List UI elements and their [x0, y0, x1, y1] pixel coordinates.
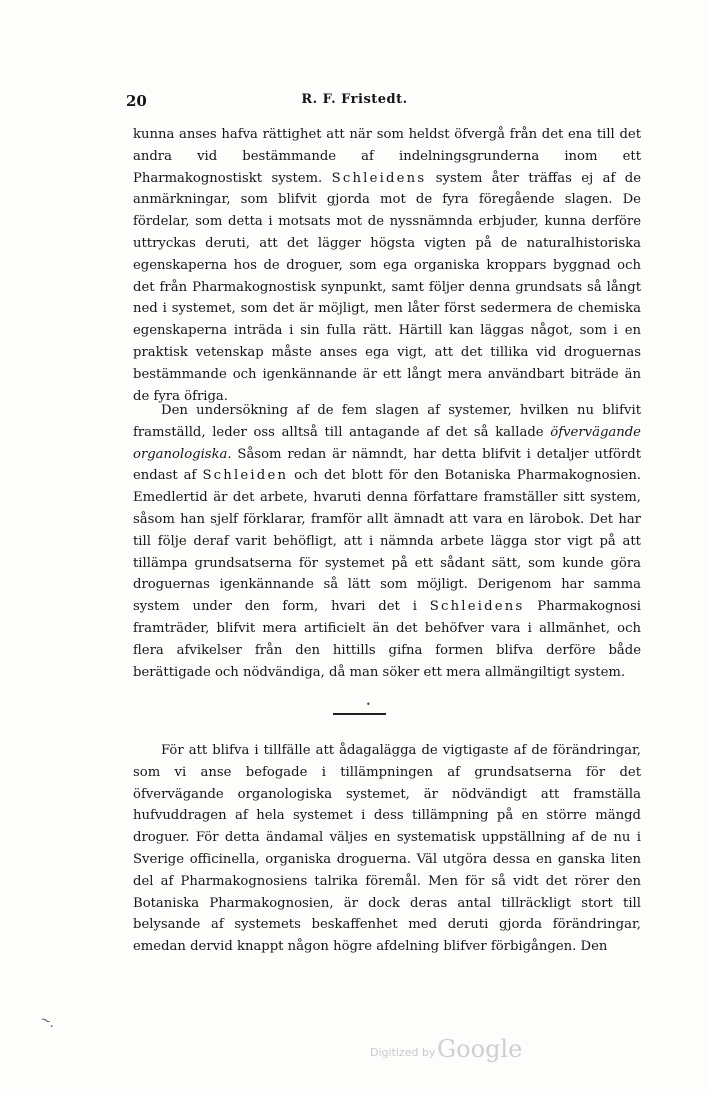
- paragraph-2-text-c: och det blott för den Botaniska Pharmakognosien. Emedlertid är det arbete, hvaruti denna författare framställer sitt system, såsom han sjelf förklarar, framför allt ämnadt att vara en lärobok. Det har till följe deraf varit behöfligt, att i nämnda arbete lägga stor vigt på att tillämpa grundsatserna för systemet på ett sådant sätt, som kunde göra droguernas igenkännande så lätt som möjligt. Derigenom har samma system under den form, hvari det i: [133, 468, 642, 615]
- google-watermark: Google: [437, 1035, 523, 1063]
- author-name-schleiden: Schleiden: [202, 468, 289, 484]
- paragraph-2: [133, 400, 641, 683]
- paragraph-2-text-a: Den undersökning af de fem slagen af systemer, hvilken nu blifvit framställd, leder oss alltså till antagande af det så kallade: [133, 403, 641, 440]
- author-name-schleidens: Schleidens: [331, 170, 427, 186]
- italic-term: öfvervägande organologiska: [133, 424, 641, 462]
- paragraph-3: [133, 740, 641, 958]
- paragraph-1-text-a: kunna anses hafva rättighet att när som heldst öfvergå från det ena till det andra vid bestämmande af indelningsgrunderna inom ett Pharmakognostiskt system.: [133, 127, 641, 186]
- running-head: R. F. Fristedt.: [301, 92, 408, 107]
- digitized-label: Digitized by: [370, 1046, 436, 1059]
- paragraph-1: [133, 124, 641, 407]
- page-number: 20: [126, 92, 147, 110]
- author-name-schleidens-2: Schleidens: [429, 599, 525, 615]
- section-divider: [333, 713, 386, 715]
- paragraph-3-text: För att blifva i tillfälle att ådagalägga de vigtigaste af de förändringar, som vi anse befogade i tillämpningen af grundsatserna för det öfvervägande organologiska systemet, är nödvändigt att framställa hufvuddragen af hela systemet i dess tillämpning på en större mängd droguer. För detta ändamal väljes en systematisk uppställning af de nu i Sverige officinella, organiska droguerna. Väl utgöra dessa en ganska liten del af Pharmakognosiens talrika föremål. Men för så vidt det rörer den Botaniska Pharmakognosien, är dock deras antal tillräckligt stort till belysande af systemets beskaffenhet med deruti gjorda förändringar, emedan dervid knappt någon högre afdelning blifver förbigången. Den: [133, 743, 641, 955]
- separator-dot: •: [366, 700, 371, 709]
- paragraph-2-text-d: Pharmakognosi framträder, blifvit mera artificielt än det behöfver vara i allmänhet, och flera afvikelser från den hittills gifna formen blifva derföre både berättigade och nödvändiga, då man söker ett mera allmängiltigt system.: [133, 599, 641, 680]
- margin-mark-icon: ~.: [37, 1011, 58, 1032]
- paragraph-2-text-b: . Såsom redan är nämndt, har detta blifvit i detaljer utfördt endast af: [133, 446, 641, 484]
- paragraph-1-text-b: system åter träffas ej af de anmärkningar, som blifvit gjorda mot de fyra föregående slagen. De fördelar, som detta i motsats mot de nyssnämnda erbjuder, kunna derföre uttryckas deruti, att det lägger högsta vigten på de naturalhistoriska egenskaperna hos de droguer, som ega organiska kroppars byggnad och det från Pharmakognostisk synpunkt, samt följer denna grundsats så långt ned i systemet, som det är möjligt, men låter först sedermera de chemiska egenskaperna inträda i sin fulla rätt. Härtill kan läggas något, som i en praktisk vetenskap måste anses ega vigt, att det tillika vid droguernas bestämmande och igenkännande är ett långt mera användbart biträde än de fyra öfriga.: [133, 170, 641, 404]
